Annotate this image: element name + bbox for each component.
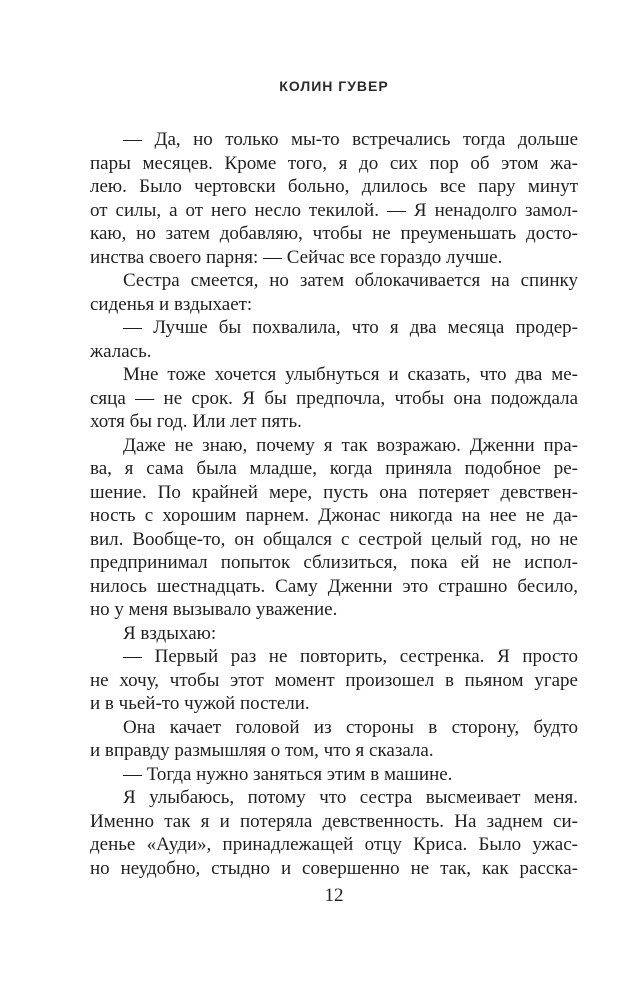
text-block [90,128,578,880]
page-number: 12 [324,885,344,906]
text-line: инства своего парня: — Сейчас все гораздо лучше. [90,246,503,268]
text-line: предпринимал попыток сблизиться, пока ей не испол- [90,552,578,573]
paragraph [90,316,578,363]
text-line: Именно так я и потеряла девственность. На заднем си- [90,810,578,832]
paragraph [90,622,578,646]
text-line: каю, но затем добавляю, чтобы не преуменьшать досто- [90,223,578,244]
text-line: и вправду размышляя о том, что я сказала. [90,740,434,761]
text-line: Она качает головой из стороны в сторону, будто [123,716,578,738]
paragraph [90,363,578,434]
text-line: Я улыбаюсь, потому что сестра высмеивает меня. [123,787,578,808]
text-line: Я вздыхаю: [123,622,217,644]
text-line: денье «Ауди», принадлежащей отцу Криса. Было ужас- [90,834,578,855]
text-line: хотя бы год. Или лет пять. [90,411,302,432]
text-line: нилось шестнадцать. Саму Дженни это страшно бесило, [90,575,578,597]
text-line: — Тогда нужно заняться этим в машине. [123,763,453,785]
paragraph [90,786,578,880]
text-line: Даже не знаю, почему я так возражаю. Дженни пра- [123,434,578,456]
text-line: но у меня вызывало уважение. [90,599,338,620]
running-header-author: КОЛИН ГУВЕР [279,78,389,94]
paragraph [90,763,578,787]
text-line: ва, я сама была младше, когда приняла подобное ре- [90,458,578,479]
text-line: ность с хорошим парнем. Джонас никогда на нее не да- [90,505,578,526]
text-line: от силы, а от него несло текилой. — Я ненадолго замол- [90,199,578,221]
text-line: сяца — не срок. Я бы предпочла, чтобы она подождала [90,387,578,409]
text-line: но неудобно, стыдно и совершенно не так, как расска- [90,857,578,879]
text-line: не хочу, чтобы этот момент произошел в пьяном угаре [90,669,578,691]
paragraph [90,716,578,763]
paragraph [90,434,578,622]
text-line: — Первый раз не повторить, сестренка. Я просто [123,646,578,667]
text-line: и в чьей-то чужой постели. [90,693,310,714]
text-line: лею. Было чертовски больно, длилось все пару минут [90,176,578,197]
paragraph [90,269,578,316]
text-line: вил. Вообще-то, он общался с сестрой целый год, но не [90,528,578,550]
paragraph [90,128,578,269]
text-line: — Да, но только мы-то встречались тогда дольше [123,129,578,150]
text-line: шение. По крайней мере, пусть она потеряет девствен- [90,481,578,503]
text-line: пары месяцев. Кроме того, я до сих пор об этом жа- [90,152,578,174]
text-line: Мне тоже хочется улыбнуться и сказать, что два ме- [123,364,578,385]
text-line: — Лучше бы похвалила, что я два месяца продер- [123,317,578,338]
paragraph [90,645,578,716]
text-line: Сестра смеется, но затем облокачивается на спинку [123,270,578,291]
text-line: сиденья и вздыхает: [90,293,253,315]
text-line: жалась. [90,340,152,362]
